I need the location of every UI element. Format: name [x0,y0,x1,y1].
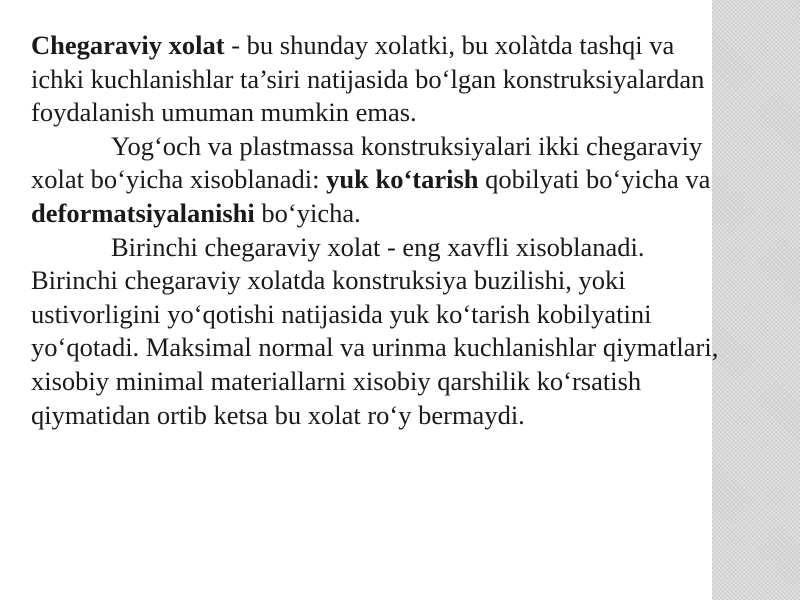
paragraph-calculation [31,130,731,231]
first-limit-state-text: Birinchi chegaraviy xolat - eng xavfli xisoblanadi. Birinchi chegaraviy xolatda konstruksiya buzilishi, yoki ustivorligini yo‘qotishi natijasida yuk ko‘tarish kobilyatini yo‘qotadi. Maksimal normal va urinma kuchlanishlar qiymatlari, xisobiy minimal materiallarni xisobiy qarshilik ko‘rsatish qiymatidan ortib ketsa bu xolat ro‘y bermaydi. [31,231,719,430]
bold-yuk-kotarish: yuk ko‘tarish [326,164,479,195]
definition-text: - bu shunday xolatki, bu xolàtda tashqi va ichki kuchlanishlar ta’siri natijasida bo‘lgan konstruksiyalardan foydalanish umuman mumkin emas. [31,30,705,128]
calculation-text-middle: qobilyati bo‘yicha va [478,164,711,195]
calculation-text-end: bo‘yicha. [254,197,361,228]
term-chegaraviy-xolat: Chegaraviy xolat [31,30,225,60]
paragraph-first-limit-state [31,231,731,433]
paragraph-definition [31,29,731,130]
calculation-text-start: Yog‘och va plastmassa konstruksiyalari ikki chegaraviy xolat bo‘yicha xisoblanadi: [31,130,703,195]
bold-deformatsiyalanishi: deformatsiyalanishi [31,197,255,228]
slide-body-text [31,29,731,432]
